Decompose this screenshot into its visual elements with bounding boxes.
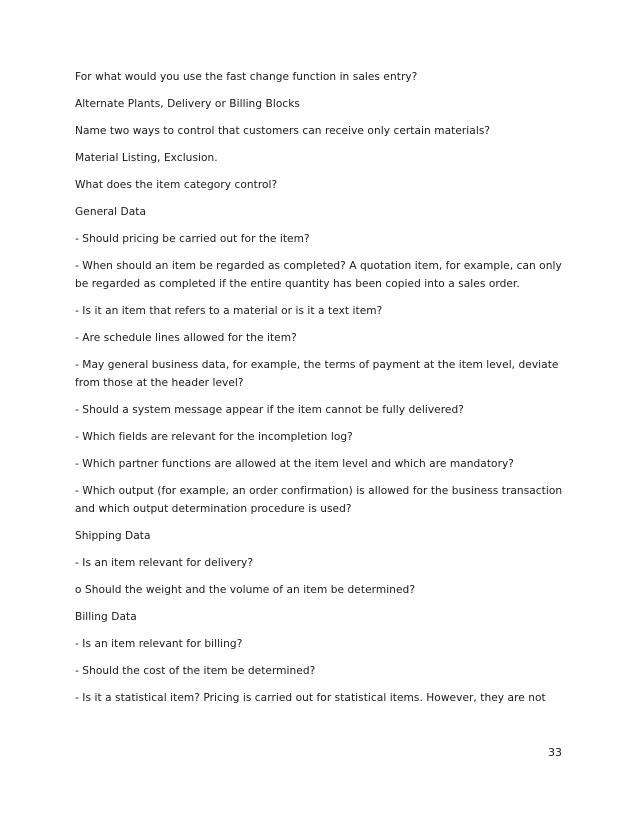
section-heading: Billing Data [75,611,137,623]
list-item: - Should pricing be carried out for the item? [75,233,310,245]
section-heading: Shipping Data [75,530,151,542]
list-item: - Is an item relevant for delivery? [75,557,254,569]
list-item: - Should the cost of the item be determined? [75,665,316,677]
paragraph: For what would you use the fast change function in sales entry? [75,71,418,83]
list-item: - Is an item relevant for billing? [75,638,243,650]
list-item: - Should a system message appear if the item cannot be fully delivered? [75,404,464,416]
paragraph: What does the item category control? [75,179,278,191]
paragraph: Alternate Plants, Delivery or Billing Blocks [75,98,300,110]
list-item: - May general business data, for example, the terms of payment at the item level, deviate from those at the header level? [75,359,559,389]
paragraph: Name two ways to control that customers can receive only certain materials? [75,125,491,137]
list-item: - Is it an item that refers to a material or is it a text item? [75,305,383,317]
page-number: 33 [548,746,562,759]
list-item: - Is it a statistical item? Pricing is carried out for statistical items. However, they are not [75,692,546,704]
list-item: - Which output (for example, an order confirmation) is allowed for the business transaction and which output determination procedure is used? [75,485,563,515]
list-item: - When should an item be regarded as completed? A quotation item, for example, can only be regarded as completed if the entire quantity has been copied into a sales order. [75,260,562,290]
section-heading: General Data [75,206,147,218]
page-content [75,68,563,716]
list-item: o Should the weight and the volume of an item be determined? [75,584,416,596]
list-item: - Which fields are relevant for the incompletion log? [75,431,353,443]
paragraph: Material Listing, Exclusion. [75,152,218,164]
list-item: - Which partner functions are allowed at the item level and which are mandatory? [75,458,514,470]
list-item: - Are schedule lines allowed for the item? [75,332,297,344]
